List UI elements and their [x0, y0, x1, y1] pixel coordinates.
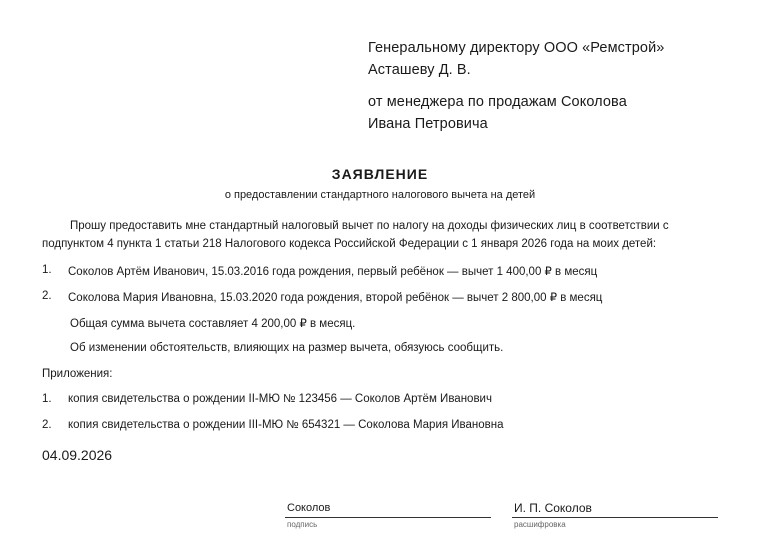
signature-value: Соколов	[287, 502, 331, 514]
intro-line1: Прошу предоставить мне стандартный налоговый вычет по налогу на доходы физических лиц в соответствии с	[70, 220, 669, 232]
name-decoding-caption: расшифровка	[514, 520, 566, 529]
addressee-from-line1: от менеджера по продажам Соколова	[368, 94, 627, 110]
name-decoding-value: И. П. Соколов	[514, 501, 592, 515]
document-date: 04.09.2026	[42, 447, 113, 463]
attachment-item: копия свидетельства о рождении II-МЮ № 123456 — Соколов Артём Иванович	[68, 393, 492, 405]
document-title: ЗАЯВЛЕНИЕ	[331, 166, 429, 182]
child-number: 1.	[42, 264, 52, 276]
child-number: 2.	[42, 290, 52, 302]
addressee-from-line2: Ивана Петровича	[368, 116, 488, 132]
attachment-item: копия свидетельства о рождении III-МЮ № 654321 — Соколова Мария Ивановна	[68, 419, 504, 431]
addressee-to-line1: Генеральному директору ООО «Ремстрой»	[368, 40, 665, 56]
addressee-to-line2: Асташеву Д. В.	[368, 62, 471, 78]
document-subtitle: о предоставлении стандартного налогового вычета на детей	[224, 189, 536, 201]
obligation-text: Об изменении обстоятельств, влияющих на размер вычета, обязуюсь сообщить.	[70, 342, 504, 354]
name-decoding-line	[512, 517, 718, 518]
attachments-label: Приложения:	[42, 368, 113, 380]
attachment-number: 1.	[42, 393, 52, 405]
signature-caption: подпись	[287, 520, 318, 529]
child-item: Соколова Мария Ивановна, 15.03.2020 года рождения, второй ребёнок — вычет 2 800,00 ₽ в месяц	[68, 292, 603, 304]
attachment-number: 2.	[42, 419, 52, 431]
child-item: Соколов Артём Иванович, 15.03.2016 года рождения, первый ребёнок — вычет 1 400,00 ₽ в месяц	[68, 266, 598, 278]
intro-line2: подпунктом 4 пункта 1 статьи 218 Налогового кодекса Российской Федерации с 1 января 2026 года на моих детей:	[42, 238, 657, 250]
total-deduction: Общая сумма вычета составляет 4 200,00 ₽ в месяц.	[70, 318, 356, 330]
signature-line	[285, 517, 491, 518]
